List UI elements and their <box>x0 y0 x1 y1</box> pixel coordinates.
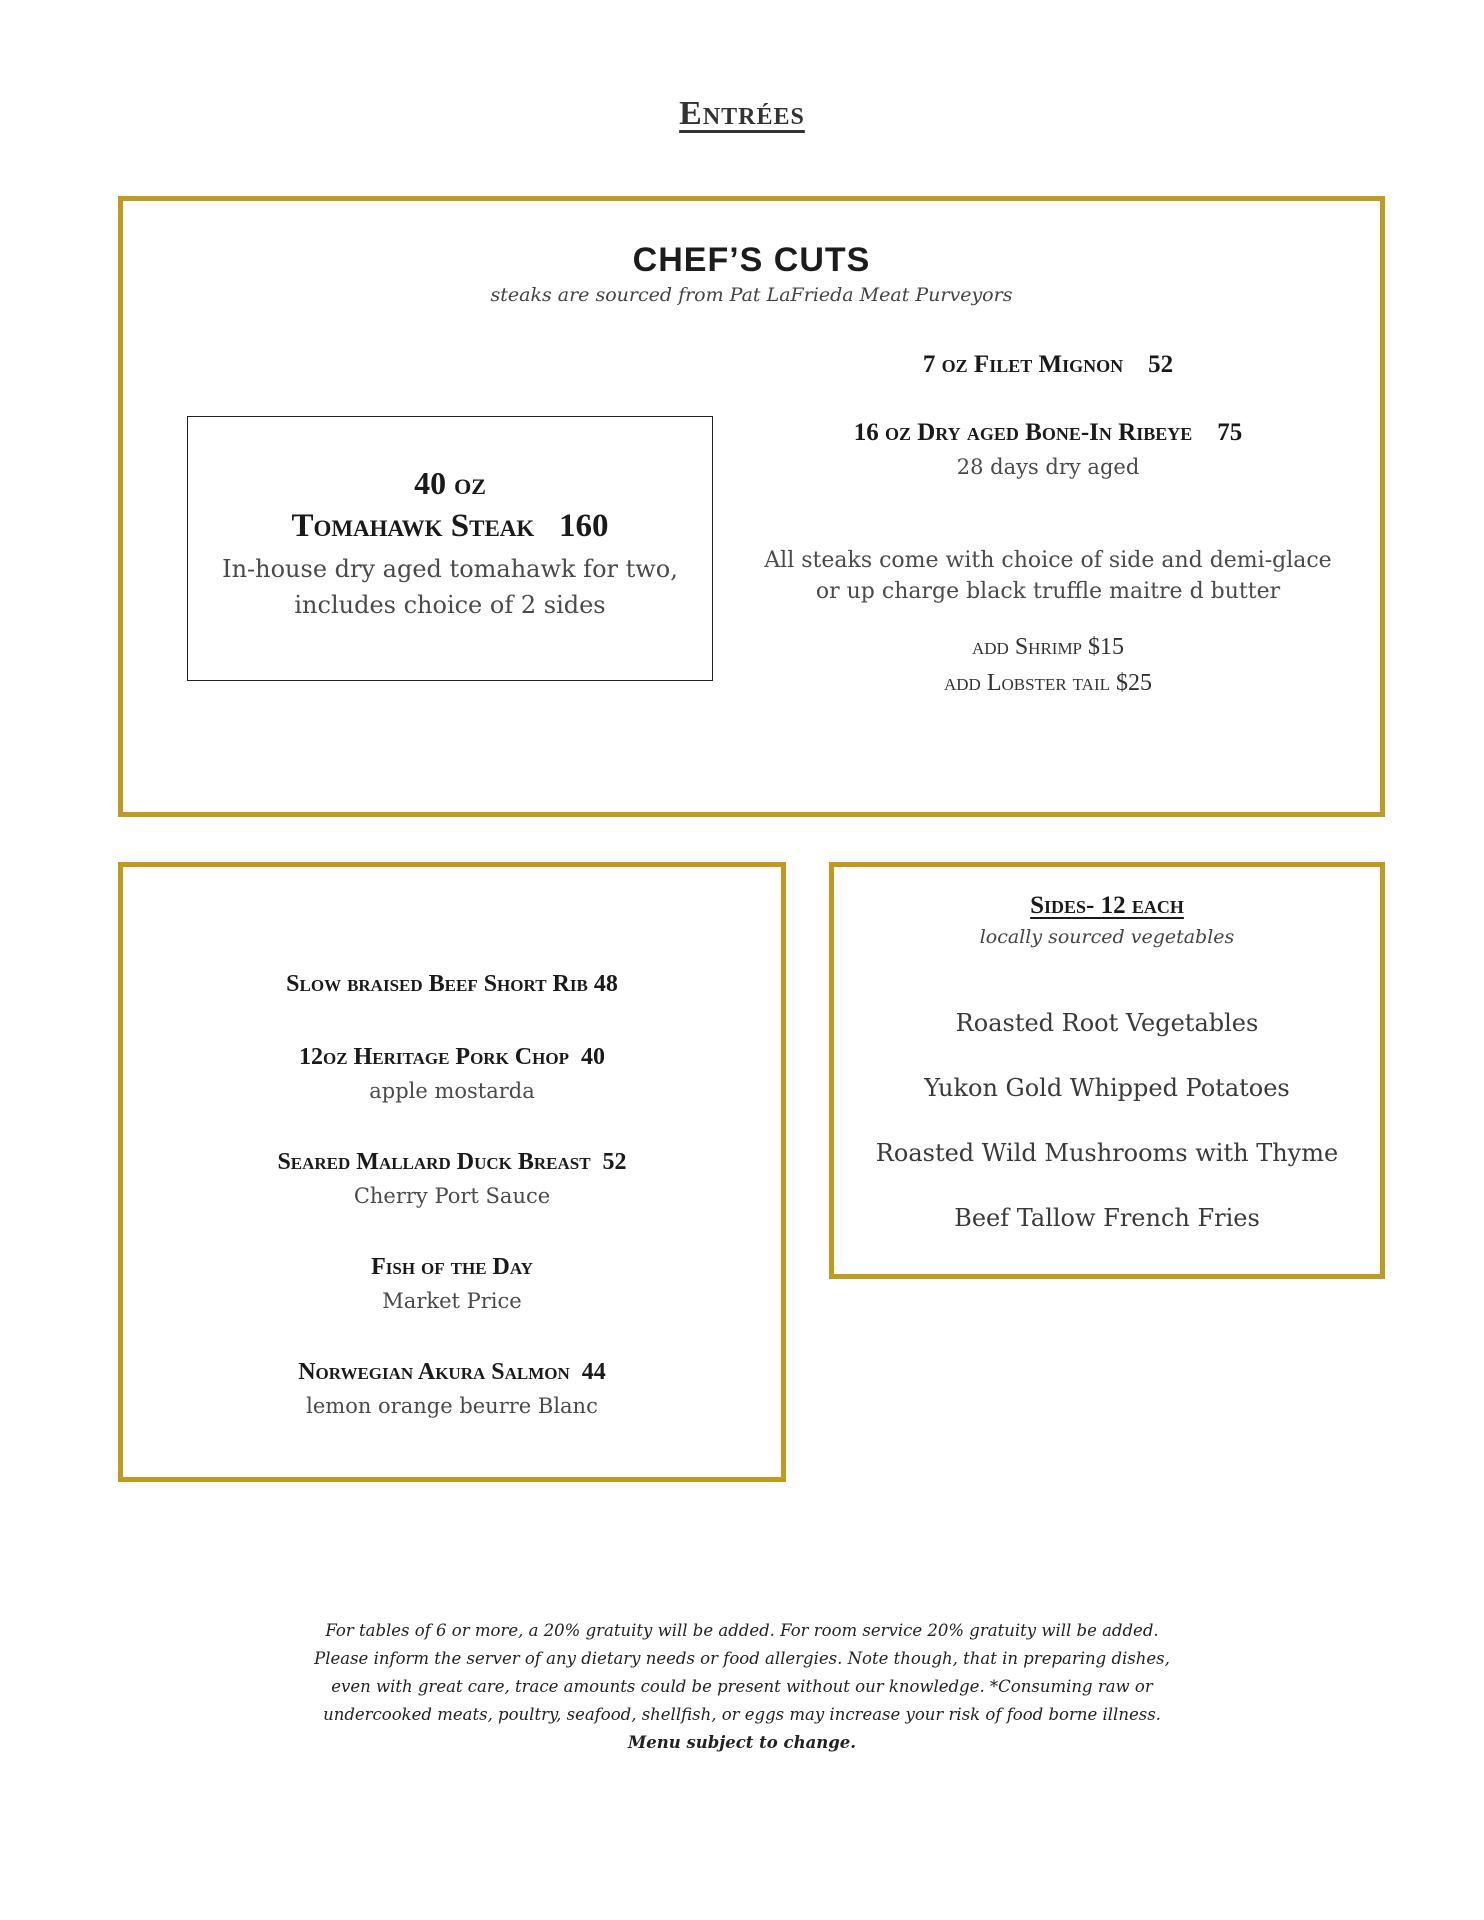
side-item: Roasted Root Vegetables <box>955 1009 1259 1037</box>
main-item-name: Seared Mallard Duck Breast 52 <box>277 1149 627 1175</box>
ribeye-note: 28 days dry aged <box>956 455 1140 479</box>
footer-line: undercooked meats, poultry, seafood, shellfish, or eggs may increase your risk of food borne illness. <box>323 1705 1161 1724</box>
tomahawk-description <box>188 551 712 623</box>
chefs-cuts-subtitle: steaks are sourced from Pat LaFrieda Meat Purveyors <box>490 284 1013 306</box>
main-item-name: 12oz Heritage Pork Chop 40 <box>299 1044 605 1070</box>
chefs-cuts-panel <box>118 196 1385 817</box>
main-item-note: Cherry Port Sauce <box>353 1184 551 1208</box>
side-item: Roasted Wild Mushrooms with Thyme <box>875 1139 1339 1167</box>
steaks-note-line: All steaks come with choice of side and demi-glace <box>764 548 1332 573</box>
sides-panel <box>829 862 1385 1279</box>
sides-subtitle: locally sourced vegetables <box>979 926 1235 948</box>
sides-title: Sides- 12 each <box>1030 892 1184 919</box>
footer-line: even with great care, trace amounts could be present without our knowledge. *Consuming raw or <box>331 1677 1153 1696</box>
main-item-name: Slow braised Beef Short Rib 48 <box>286 971 618 997</box>
main-item-note: Market Price <box>382 1289 522 1313</box>
footer-disclaimer <box>300 1617 1184 1757</box>
tomahawk-description-line: includes choice of 2 sides <box>294 591 606 619</box>
steaks-note-line: or up charge black truffle maitre d butter <box>815 579 1281 604</box>
tomahawk-description-line: In-house dry aged tomahawk for two, <box>222 555 678 583</box>
main-item-name: Norwegian Akura Salmon 44 <box>298 1359 606 1385</box>
main-item-name: Fish of the Day <box>371 1254 533 1280</box>
steaks-note <box>738 545 1358 607</box>
footer-line: Please inform the server of any dietary needs or food allergies. Note though, that in preparing dishes, <box>314 1649 1170 1668</box>
addon-shrimp: add Shrimp $15 <box>971 634 1125 660</box>
tomahawk-name: Tomahawk Steak 160 <box>291 508 609 544</box>
main-item-note: lemon orange beurre Blanc <box>306 1394 598 1418</box>
tomahawk-size: 40 oz <box>414 465 486 501</box>
ribeye-item: 16 oz Dry aged Bone-In Ribeye 75 <box>853 419 1243 446</box>
addon-lobster: add Lobster tail $25 <box>943 670 1152 696</box>
page-title: Entrées <box>679 95 805 132</box>
footer-line: For tables of 6 or more, a 20% gratuity will be added. For room service 20% gratuity will be added. <box>325 1621 1159 1640</box>
mains-panel <box>118 862 786 1482</box>
side-item: Beef Tallow French Fries <box>954 1204 1260 1232</box>
footer-menu-note: Menu subject to change. <box>627 1733 857 1752</box>
filet-mignon-item: 7 oz Filet Mignon 52 <box>922 351 1174 378</box>
main-item-note: apple mostarda <box>369 1079 535 1103</box>
tomahawk-feature-box <box>187 416 713 681</box>
chefs-cuts-title: CHEF’S CUTS <box>632 241 871 279</box>
side-item: Yukon Gold Whipped Potatoes <box>924 1074 1290 1102</box>
